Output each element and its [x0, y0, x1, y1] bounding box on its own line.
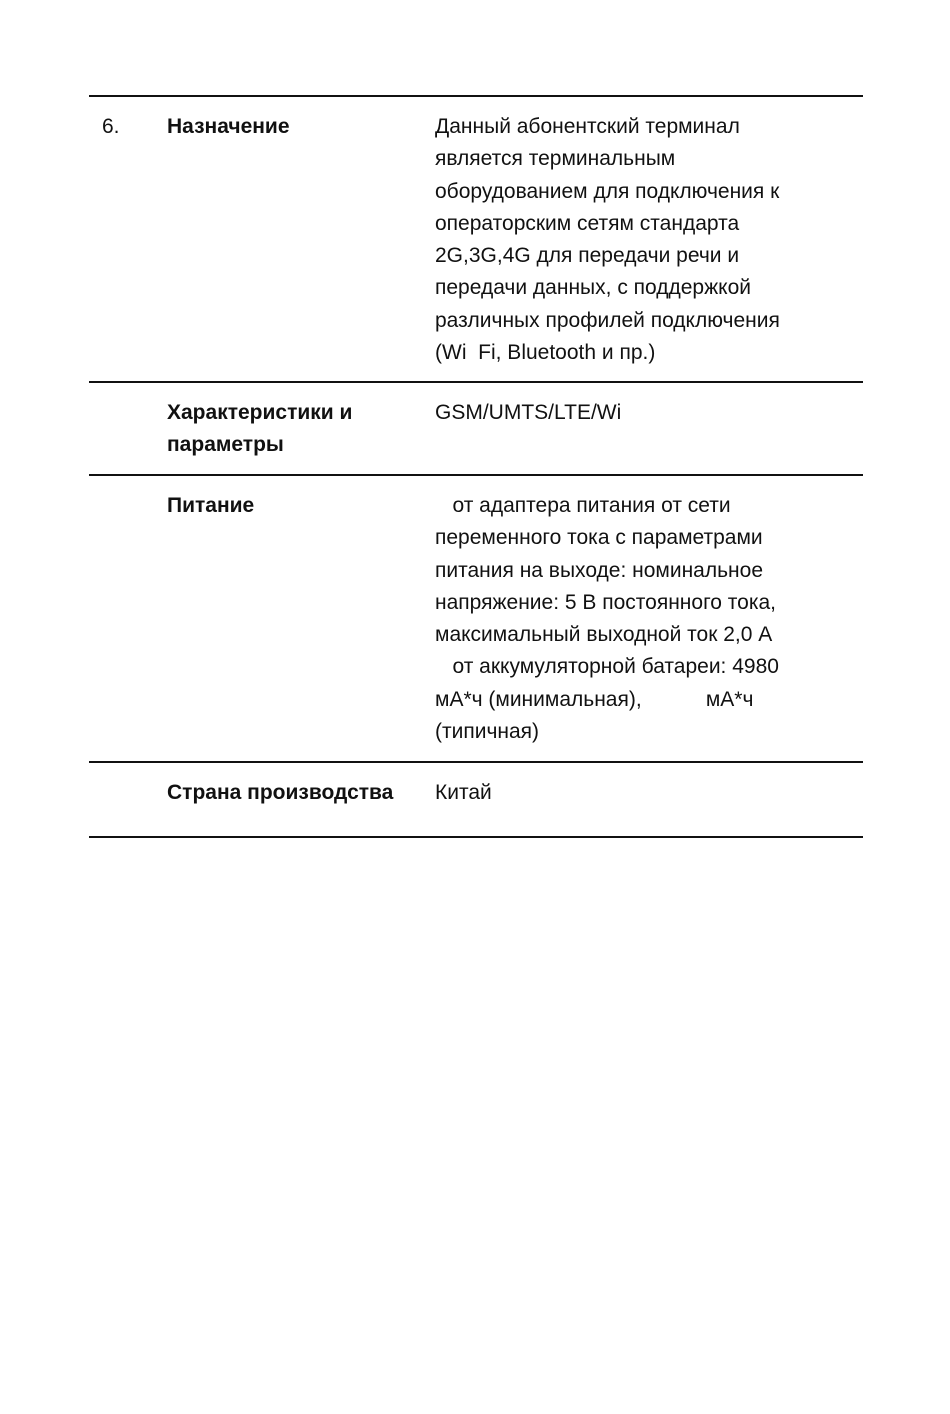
label-line: Страна производства: [167, 781, 394, 804]
row-value-country: [435, 777, 845, 809]
label-line: параметры: [167, 433, 284, 457]
spec-table: [89, 95, 863, 838]
table-row-country: [89, 763, 863, 838]
table-row-power: [89, 476, 863, 763]
value-line: питания на выходе: номинальное: [435, 558, 764, 582]
value-line: 2G,3G,4G для передачи речи и: [435, 244, 740, 268]
row-label-power: [167, 490, 417, 522]
value-line: от аккумуляторной батареи: 4980: [435, 655, 779, 679]
value-line: GSM/UMTS/LTE/Wi: [435, 401, 622, 424]
label-line: Характеристики и: [167, 401, 353, 424]
row-label-country: [167, 777, 417, 809]
label-line: Питание: [167, 494, 255, 517]
row-value-characteristics: [435, 397, 845, 429]
label-line: Назначение: [167, 115, 290, 138]
value-line: является терминальным: [435, 147, 676, 171]
value-line: операторским сетям стандарта: [435, 211, 740, 235]
value-line: передачи данных, с поддержкой: [435, 276, 751, 300]
row-value-purpose: [435, 111, 845, 369]
value-line: от адаптера питания от сети: [435, 494, 731, 517]
value-line: (Wi Fi, Bluetooth и пр.): [435, 341, 656, 365]
value-line: переменного тока с параметрами: [435, 526, 763, 550]
value-line: Китай: [435, 781, 492, 804]
value-line: максимальный выходной ток 2,0 А: [435, 623, 773, 647]
row-number: 6.: [102, 115, 120, 138]
row-label-purpose: [167, 111, 417, 143]
value-line: Данный абонентский терминал: [435, 115, 740, 138]
value-line: оборудованием для подключения к: [435, 179, 780, 203]
value-line: различных профилей подключения: [435, 308, 780, 332]
table-row-characteristics: [89, 383, 863, 476]
value-line: (типичная): [435, 720, 540, 744]
table-row-purpose: [89, 97, 863, 383]
value-line: напряжение: 5 В постоянного тока,: [435, 590, 777, 614]
row-label-characteristics: [167, 397, 417, 462]
row-value-power: [435, 490, 845, 748]
value-line: мА*ч (минимальная), мА*ч: [435, 687, 754, 711]
